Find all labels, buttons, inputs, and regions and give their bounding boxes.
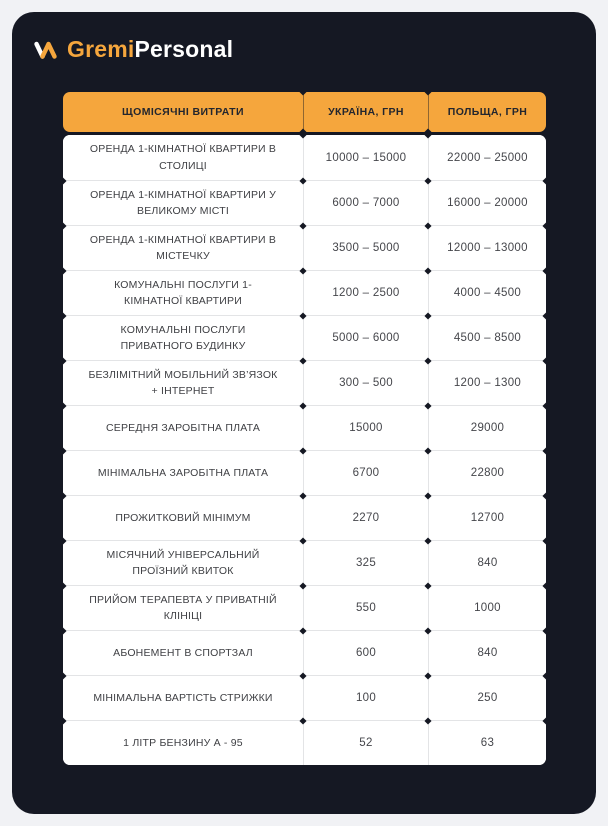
poland-value: 250 [477,692,498,704]
table-header-row [63,92,546,132]
expense-label: КОМУНАЛЬНІ ПОСЛУГИ 1-КІМНАТНОЇ КВАРТИРИ [114,278,252,307]
poland-value-cell [428,541,546,585]
table-row [63,405,546,450]
poland-value: 4500 – 8500 [453,332,522,344]
expense-label-cell [63,676,303,720]
table-row [63,225,546,270]
table-row [63,495,546,540]
ukraine-value-cell [303,271,428,315]
ukraine-value: 550 [355,602,377,614]
expense-label: 1 ЛІТР БЕНЗИНУ А - 95 [123,736,243,749]
table-body [63,135,546,765]
expense-label-cell [63,135,303,180]
ukraine-value: 1200 – 2500 [332,287,400,299]
expense-label: ОРЕНДА 1-КІМНАТНОЇ КВАРТИРИ У ВЕЛИКОМУ МІСТІ [90,188,276,217]
expense-label: ОРЕНДА 1-КІМНАТНОЇ КВАРТИРИ В СТОЛИЦІ [89,143,277,172]
expense-label: МІСЯЧНИЙ УНІВЕРСАЛЬНИЙ ПРОЇЗНИЙ КВИТОК [106,548,260,577]
expense-label-cell [63,721,303,765]
poland-value-cell [428,181,546,225]
poland-value-cell [428,135,546,180]
ukraine-value-cell [303,541,428,585]
table-row [63,270,546,315]
header-cell-ukraine: УКРАЇНА, ГРН [303,92,428,132]
expense-label-cell [63,496,303,540]
expense-label-cell [63,181,303,225]
poland-value: 1000 [474,602,501,614]
poland-value-cell [428,631,546,675]
expense-label: МІНІМАЛЬНА ЗАРОБІТНА ПЛАТА [97,466,269,479]
ukraine-value: 52 [359,737,373,749]
ukraine-value: 6700 [352,467,380,479]
ukraine-value-cell [303,181,428,225]
expense-label-cell [63,631,303,675]
poland-value: 16000 – 20000 [447,197,528,209]
poland-value: 22000 – 25000 [447,151,528,164]
poland-value-cell [428,406,546,450]
ukraine-value: 2270 [352,512,380,524]
ukraine-value: 100 [355,692,377,704]
ukraine-value-cell [303,676,428,720]
expense-label: ПРИЙОМ ТЕРАПЕВТА У ПРИВАТНІЙ КЛІНІЦІ [89,593,277,622]
expense-label-cell [63,451,303,495]
ukraine-value: 600 [355,647,377,659]
poland-value-cell [428,361,546,405]
expense-label-cell [63,316,303,360]
expense-label-cell [63,361,303,405]
ukraine-value-cell [303,451,428,495]
poland-value-cell [428,451,546,495]
ukraine-value-cell [303,586,428,630]
poland-value-cell [428,226,546,270]
ukraine-value: 300 – 500 [339,377,393,389]
poland-value: 4000 – 4500 [453,287,522,299]
poland-value: 840 [477,557,498,569]
ukraine-value-cell [303,316,428,360]
header-cell-poland: ПОЛЬЩА, ГРН [428,92,546,132]
poland-value-cell [428,271,546,315]
expenses-table [63,92,546,765]
poland-value: 840 [477,647,498,659]
expense-label: ПРОЖИТКОВИЙ МІНІМУМ [115,511,251,524]
table-row [63,450,546,495]
table-row [63,720,546,765]
poland-value: 12000 – 13000 [447,242,528,254]
expense-label: АБОНЕМЕНТ В СПОРТЗАЛ [113,646,253,659]
brand-name [67,38,233,61]
poland-value: 29000 [470,422,505,434]
ukraine-value-cell [303,631,428,675]
expense-label-cell [63,541,303,585]
table-row [63,315,546,360]
table-row [63,135,546,180]
poland-value-cell [428,676,546,720]
table-row [63,585,546,630]
ukraine-value-cell [303,406,428,450]
ukraine-value: 6000 – 7000 [332,197,400,209]
ukraine-value: 10000 – 15000 [325,151,407,164]
expense-label-cell [63,271,303,315]
ukraine-value: 325 [355,557,377,569]
poland-value-cell [428,316,546,360]
poland-value: 63 [480,737,495,749]
poland-value: 12700 [470,512,505,524]
ukraine-value: 3500 – 5000 [332,242,400,254]
poland-value-cell [428,496,546,540]
expense-label: КОМУНАЛЬНІ ПОСЛУГИ ПРИВАТНОГО БУДИНКУ [120,323,246,352]
brand-name-second: Personal [134,36,234,62]
poland-value-cell [428,586,546,630]
ukraine-value-cell [303,226,428,270]
expense-label: СЕРЕДНЯ ЗАРОБІТНА ПЛАТА [105,421,261,434]
header-cell-expenses: ЩОМІСЯЧНІ ВИТРАТИ [122,106,244,118]
ukraine-value-cell [303,721,428,765]
ukraine-value: 5000 – 6000 [332,332,400,344]
expense-label: МІНІМАЛЬНА ВАРТІСТЬ СТРИЖКИ [93,691,273,704]
ukraine-value-cell [303,361,428,405]
brand-name-first: Gremi [67,36,135,62]
brand-logo-icon [32,39,60,61]
expense-label-cell [63,226,303,270]
table-row [63,180,546,225]
poland-value: 22800 [470,467,505,479]
ukraine-value-cell [303,135,428,180]
table-row [63,360,546,405]
poland-value-cell [428,721,546,765]
expense-label: БЕЗЛІМІТНИЙ МОБІЛЬНИЙ ЗВ’ЯЗОК + ІНТЕРНЕТ [88,368,278,397]
table-row [63,675,546,720]
brand-logo [32,38,233,61]
infographic-card [12,12,596,814]
expense-label-cell [63,586,303,630]
table-row [63,540,546,585]
poland-value: 1200 – 1300 [453,377,522,389]
ukraine-value-cell [303,496,428,540]
expense-label: ОРЕНДА 1-КІМНАТНОЇ КВАРТИРИ В МІСТЕЧКУ [89,233,277,262]
table-row [63,630,546,675]
expense-label-cell [63,406,303,450]
ukraine-value: 15000 [349,422,383,434]
